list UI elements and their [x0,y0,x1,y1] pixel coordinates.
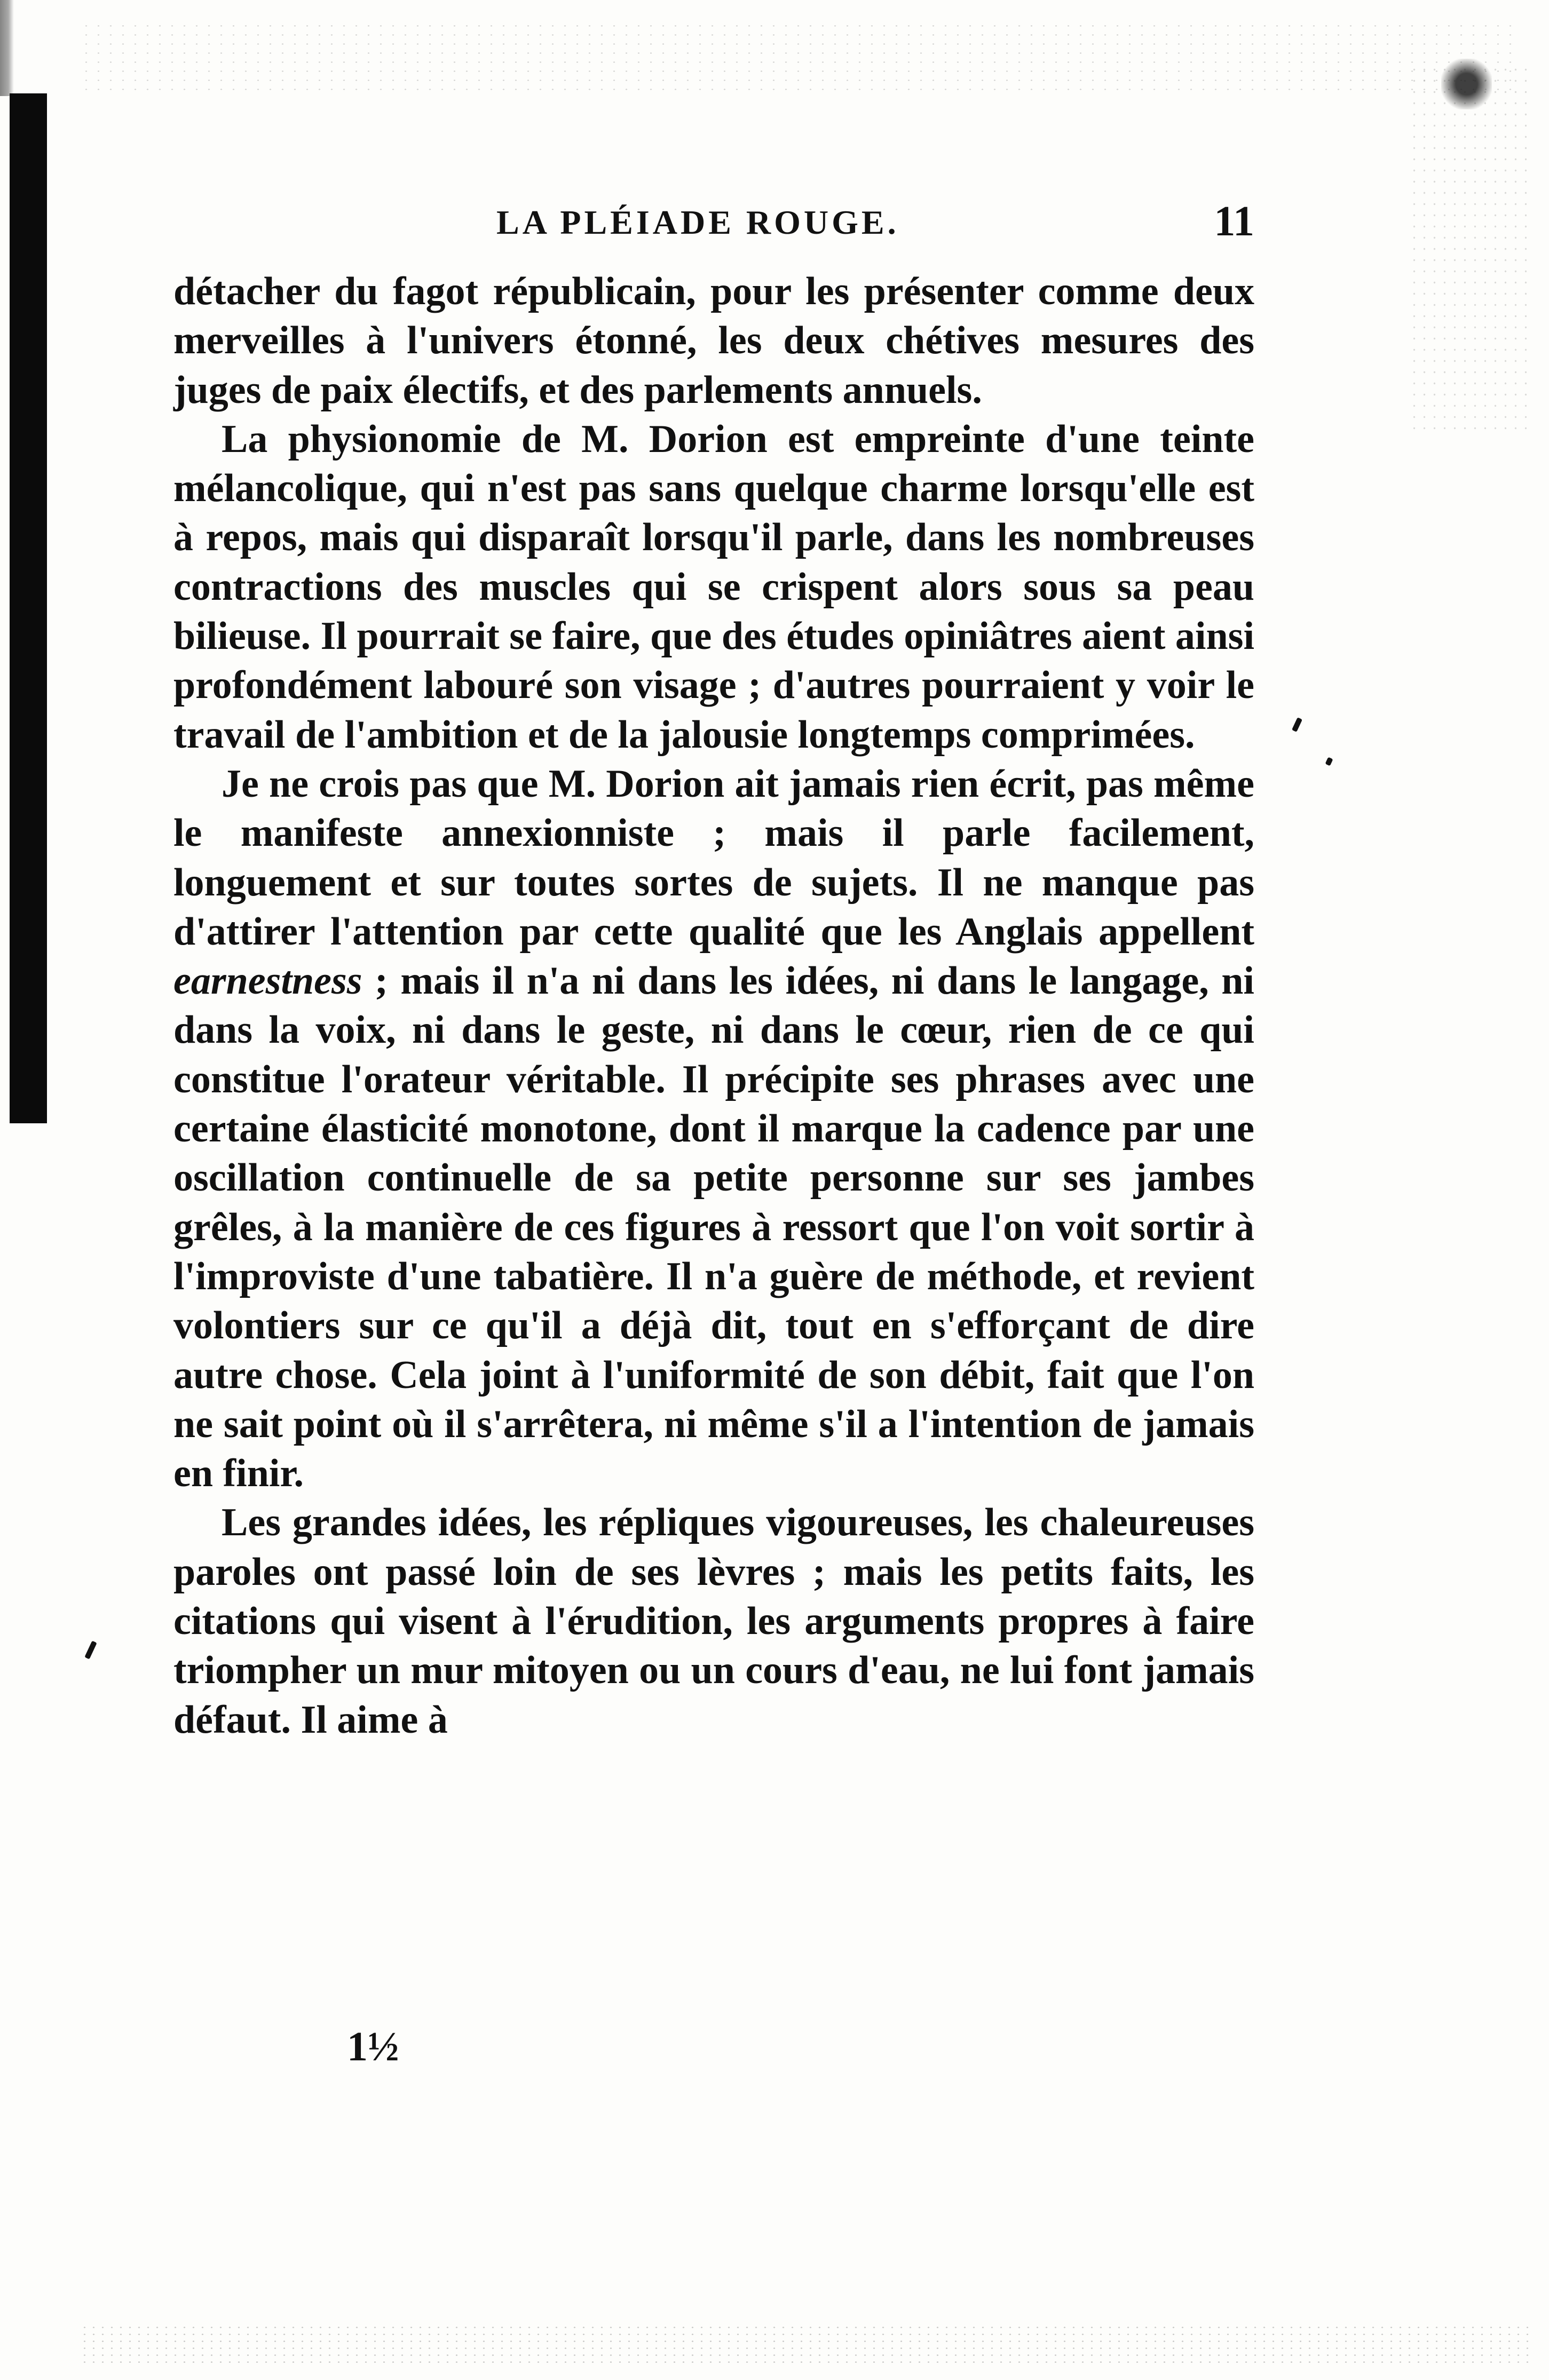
paragraph-physionomie: La physionomie de M. Dorion est empreinte d'une teinte mélancolique, qui n'est pas sans quelque charme lorsqu'elle est à repos, mais qui disparaît lorsqu'il parle, dans les nombreuses contractions des muscles qui se crispent alors sous sa peau bilieuse. Il pourrait se faire, que des études opiniâtres aient ainsi profondément labouré son visage ; d'autres pourraient y voir le travail de l'ambition et de la jalousie longtemps comprimées. [173,417,1254,757]
scan-blot-corner [1441,59,1492,109]
paragraph-orateur-part1: Je ne crois pas que M. Dorion ait jamais rien écrit, pas même le manifeste annexionniste ; mais il parle facilement, longuement et sur toutes sortes de sujets. Il ne manque pas d'attirer l'attention par cette qualité que les Anglais appellent [173,761,1254,954]
signature-mark: 1½ [347,2023,399,2069]
page-header [176,197,1254,245]
paragraph-continued: détacher du fagot républicain, pour les présenter comme deux merveilles à l'univers étonné, les deux chétives mesures des juges de paix électifs, et des parlements annuels. [173,269,1254,412]
margin-mark [1325,757,1333,766]
body-text [173,267,1254,1744]
binding-edge-shadow [0,0,14,96]
margin-mark [84,1640,97,1659]
italic-term: earnestness [173,959,362,1003]
scan-noise-right [1409,64,1532,438]
binding-shadow-bar [10,93,47,1123]
margin-mark [1292,717,1302,732]
scan-noise-bottom [80,2324,1532,2367]
running-title: LA PLÉIADE ROUGE. [496,203,899,241]
paragraph-grandes-idees: Les grandes idées, les répliques vigoureuses, les chaleureuses paroles ont passé loin de ses lèvres ; mais les petits faits, les citations qui visent à l'érudition, les arguments propres à faire triompher un mur mitoyen ou un cours d'eau, ne lui font jamais défaut. Il aime à [173,1501,1254,1742]
page-number: 11 [1214,198,1254,245]
scan-noise-top [80,21,1521,91]
paragraph-orateur-part2: ; mais il n'a ni dans les idées, ni dans le langage, ni dans la voix, ni dans le geste, ni dans le cœur, rien de ce qui constitue l'orateur véritable. Il précipite ses phrases avec une certaine élasticité monotone, dont il marque la cadence par une oscillation continuelle de sa petite personne sur ses jambes grêles, à la manière de ces figures à ressort que l'on voit sortir à l'improviste d'une tabatière. Il n'a guère de méthode, et revient volontiers sur ce qu'il a déjà dit, tout en s'efforçant de dire autre chose. Cela joint à l'uniformité de son débit, fait que l'on ne sait point où il s'arrêtera, ni même s'il a l'intention de jamais en finir. [173,959,1254,1496]
paragraph-orateur [173,759,1254,1498]
